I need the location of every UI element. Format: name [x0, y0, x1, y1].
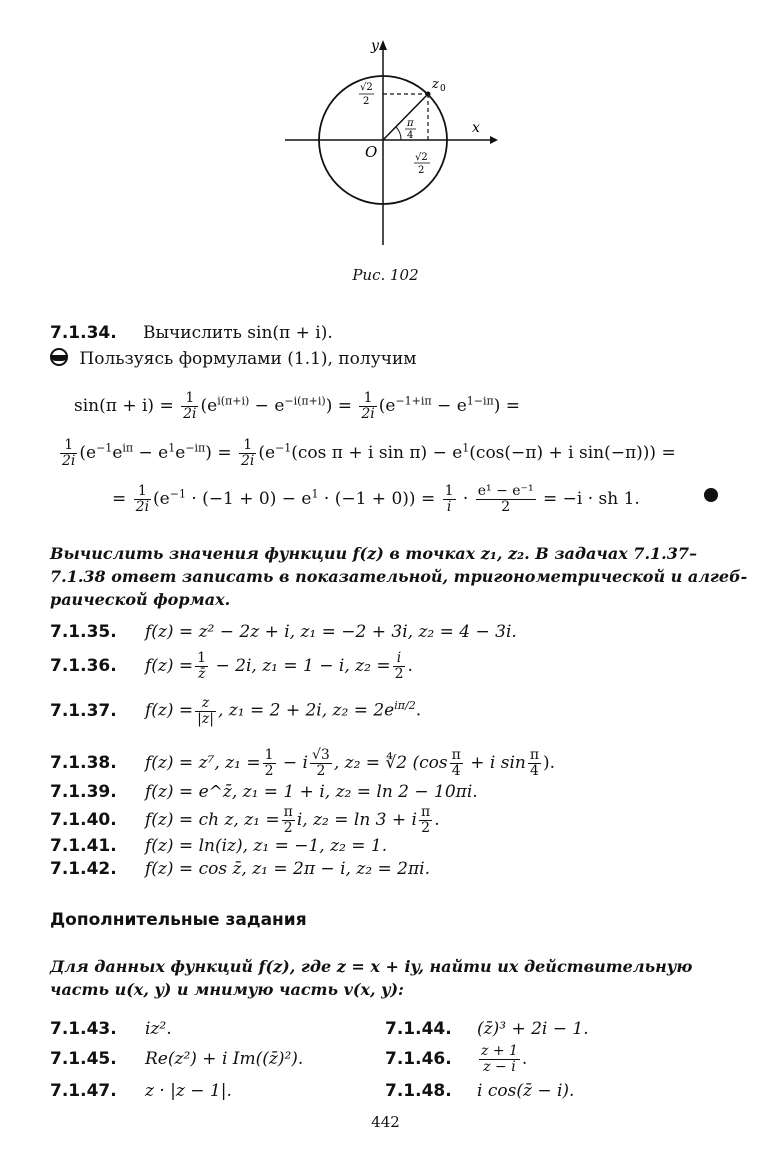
problem-7-1-38: 7.1.38. f(z) = z⁷, z₁ = $\frac{1}{2}$ − i $\frac{√3}{2}$ , z₂ = ∜2 (cos $\frac{\pi}{4}$ + i sin $\frac{\pi}{4}$ ). — [50, 747, 556, 779]
y-axis-arrow — [379, 40, 387, 50]
x-frac-top: √2 — [415, 152, 428, 163]
angle-top: π — [407, 118, 414, 129]
figure-caption: Рис. 102 — [352, 266, 419, 284]
problem-7-1-37: 7.1.37. f(z) = $\frac{z}{|z|}$ , z₁ = 2 + 2i, $z_2 = 2e^{i\pi/2}$. — [50, 694, 422, 727]
equation-line-1: sin(π + i) = $\frac{1}{2i}$ $(e^{i(\pi+i)} - e^{-i(\pi+i)})$ = $\frac{1}{2i}$ $(e^{-1+i\pi} - e^{1-i\pi})$ = — [74, 390, 521, 422]
solution-intro — [50, 348, 417, 370]
z0-sub: 0 — [440, 84, 446, 94]
problem-7-1-40: 7.1.40. f(z) = ch z, z₁ = $\frac{\pi}{2}$ i, z₂ = ln 3 + i $\frac{\pi}{2}$ . — [50, 804, 440, 836]
problem-number: 7.1.34. — [50, 323, 117, 343]
unit-circle-figure — [270, 30, 500, 250]
angle-arc — [396, 127, 401, 140]
problem-7-1-47: 7.1.47. z · |z − 1|. — [50, 1081, 232, 1101]
solution-start-icon — [50, 348, 68, 366]
section-heading: Дополнительные задания — [50, 910, 307, 930]
problem-7-1-39: 7.1.39. f(z) = e^z̄, z₁ = 1 + i, z₂ = ln 2 − 10πi. — [50, 782, 478, 802]
x-axis-arrow — [490, 136, 498, 144]
y-label: y — [371, 38, 379, 54]
equation-line-2: $\frac{1}{2i}$ $(e^{-1}e^{i\pi} - e^1e^{-i\pi})$ = $\frac{1}{2i}$ ($e^{-1}(\cos$ π + i $\sin \pi) - e^1(\cos(-\pi) + i$ sin(−π))) = — [62, 437, 676, 469]
problem-text: Вычислить sin(π + i). — [143, 323, 333, 343]
qed-icon — [704, 488, 718, 502]
task-instructions: Вычислить значения функции f(z) в точках z₁, z₂. В задачах 7.1.37– 7.1.38 ответ записать в показательной, тригонометрической и алгеб- раической формах. — [50, 544, 748, 609]
problem-7-1-48: 7.1.48. i cos(z̄ − i). — [385, 1081, 575, 1101]
page-number: 442 — [371, 1113, 400, 1131]
problem-7-1-34 — [50, 322, 333, 344]
solution-intro-text: Пользуясь формулами (1.1), получим — [79, 349, 417, 369]
y-frac-top: √2 — [360, 82, 373, 93]
problem-7-1-35: 7.1.35. f(z) = z² − 2z + i, z₁ = −2 + 3i, z₂ = 4 − 3i. — [50, 622, 517, 642]
y-frac-bottom: 2 — [363, 96, 370, 107]
task-2-instructions: Для данных функций f(z), где z = x + iy, найти их действительную часть u(x, y) и мнимую часть v(x, y): — [50, 957, 693, 999]
z0-label: z — [432, 77, 439, 92]
problem-7-1-46: 7.1.46. $\frac{z + 1}{z - i}$ . — [385, 1043, 528, 1075]
problem-7-1-44: 7.1.44. (z̄)³ + 2i − 1. — [385, 1019, 589, 1039]
x-frac-bottom: 2 — [418, 165, 425, 176]
problem-7-1-45: 7.1.45. Re(z²) + i Im((z̄)²). — [50, 1049, 304, 1069]
radius-line — [383, 94, 428, 140]
x-label: x — [472, 120, 480, 136]
problem-7-1-42: 7.1.42. f(z) = cos z̄, z₁ = 2π − i, z₂ = 2πi. — [50, 859, 430, 879]
angle-bottom: 4 — [407, 130, 414, 141]
equation-line-3: = $\frac{1}{2i}$ $(e^{-1} \cdot (-1 + 0) - e^1 \cdot (-1 + 0))$ = $\frac{1}{i}$ · $\frac{\text{e¹ − e⁻¹}}{2}$ = −i · sh 1. — [112, 483, 640, 515]
point-z0 — [426, 92, 431, 97]
origin-label: O — [365, 143, 378, 161]
problem-7-1-43: 7.1.43. iz². — [50, 1019, 172, 1039]
problem-7-1-41: 7.1.41. f(z) = ln(iz), z₁ = −1, z₂ = 1. — [50, 836, 388, 856]
problem-7-1-36: 7.1.36. f(z) = $\frac{1}{z̄}$ − 2i, z₁ = 1 − i, z₂ = $\frac{i}{2}$ . — [50, 650, 413, 682]
